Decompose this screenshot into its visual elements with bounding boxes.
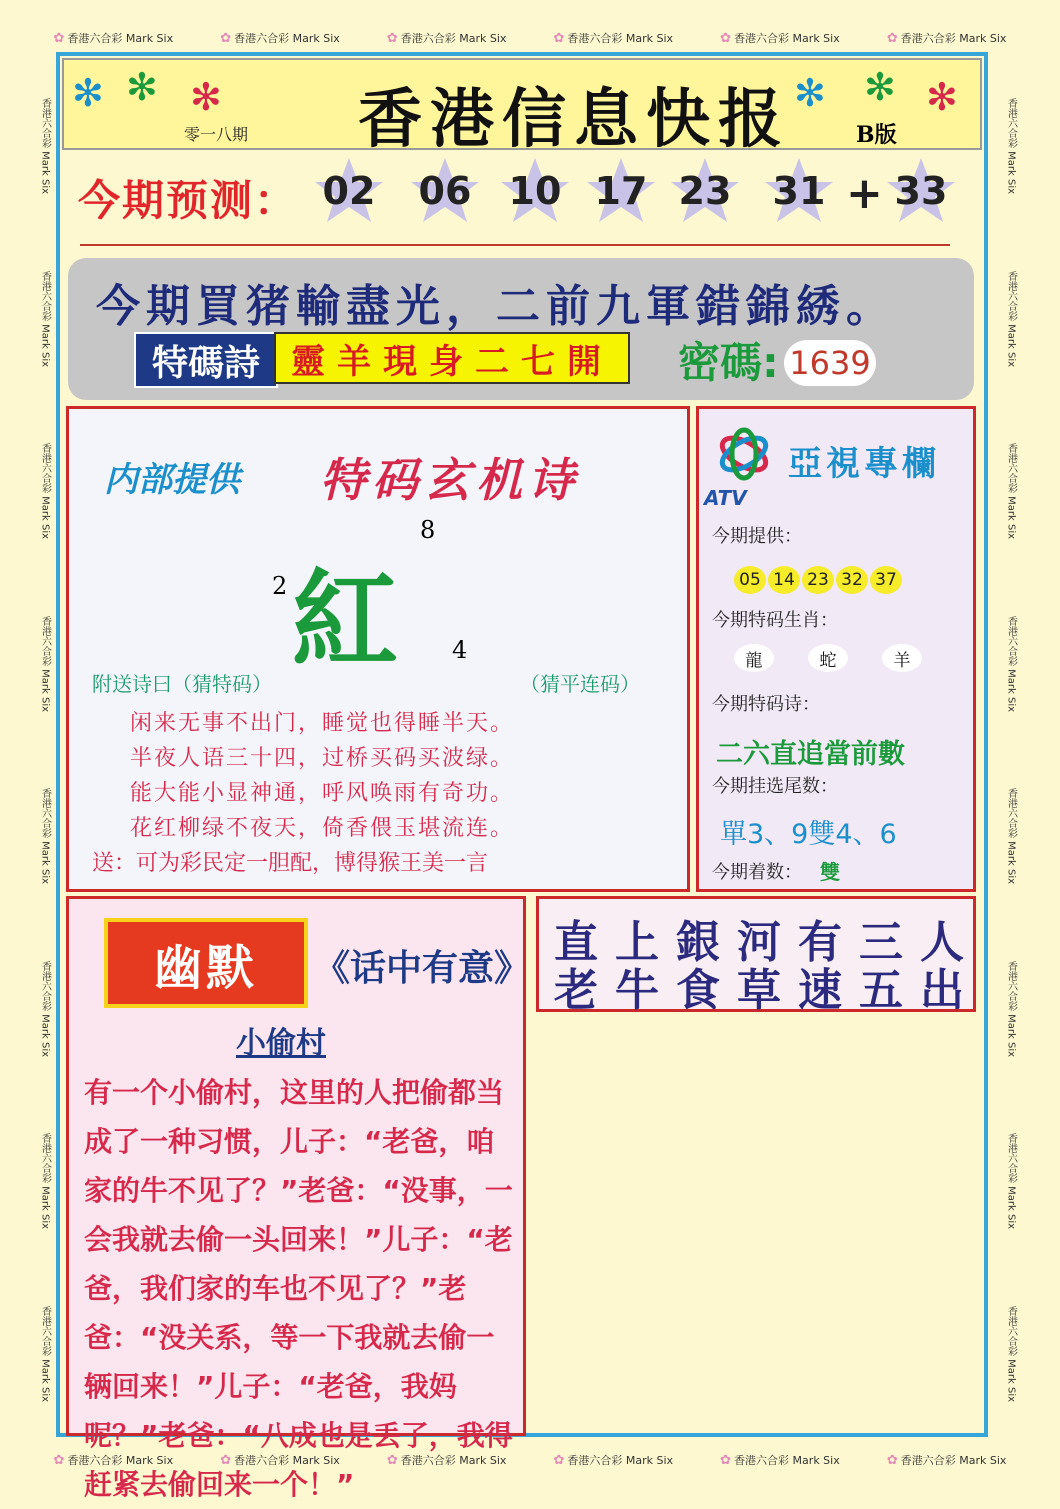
puzzle-char: 草 (737, 965, 781, 1016)
zodiac-badge: 蛇 (808, 644, 848, 672)
border-label: 香港六合彩 Mark Six (39, 788, 51, 885)
humor-badge: 幽默 (104, 918, 308, 1008)
fusong-hint: （猜平连码） (520, 672, 640, 696)
poem-line: 能大能小显神通，呼风唤雨有奇功。 (130, 781, 515, 806)
border-label: 香港六合彩 Mark Six (1005, 788, 1017, 885)
border-label: ✿ 香港六合彩 Mark Six (553, 31, 674, 46)
prediction-number (886, 156, 956, 226)
puzzle-char: 銀 (676, 917, 720, 968)
border-label: ✿ 香港六合彩 Mark Six (720, 1453, 840, 1468)
puzzle-char: 出 (920, 965, 964, 1016)
slogan: 今期買猪輸盡光，二前九軍錯錦綉。 (96, 281, 896, 332)
password-label: 密碼: (678, 338, 779, 387)
border-label: 香港六合彩 Mark Six (39, 1305, 51, 1402)
border-label: 香港六合彩 Mark Six (39, 960, 51, 1057)
puzzle-char: 上 (615, 917, 659, 968)
prediction-number-text: 31 (772, 169, 826, 213)
prediction-number (670, 156, 740, 226)
border-label: ✿ 香港六合彩 Mark Six (220, 1453, 340, 1468)
prediction-number-text: 33 (894, 169, 948, 213)
zodiac-badge: 羊 (882, 644, 922, 672)
border-label: ✿ 香港六合彩 Mark Six (553, 1453, 674, 1468)
internal-tag: 内部提供 (104, 460, 240, 500)
atv-zodiac-label: 今期特码生肖： (712, 610, 838, 631)
border-label: ✿ 香港六合彩 Mark Six (220, 31, 340, 46)
riddle-number-top: 8 (420, 516, 436, 544)
border-label: 香港六合彩 Mark Six (39, 443, 51, 540)
number-ball: 23 (802, 566, 834, 594)
prediction-number-text: 10 (508, 169, 562, 213)
border-label: 香港六合彩 Mark Six (1005, 1133, 1017, 1230)
snowflake-icon: ✻ (926, 75, 958, 119)
atv-logo-icon (712, 424, 776, 484)
number-ball: 37 (870, 566, 902, 594)
prediction-number-text: 06 (418, 169, 472, 213)
border-label: 香港六合彩 Mark Six (1005, 960, 1017, 1057)
border-label: 香港六合彩 Mark Six (39, 1133, 51, 1230)
puzzle-row (554, 954, 964, 1018)
border-right (1000, 60, 1022, 1440)
snowflake-icon: ✻ (794, 71, 826, 115)
border-label: 香港六合彩 Mark Six (1005, 270, 1017, 367)
puzzle-char: 三 (859, 917, 903, 968)
number-ball: 14 (768, 566, 800, 594)
puzzle-char: 老 (554, 965, 598, 1016)
poem-line: 半夜人语三十四，过桥买码买波绿。 (130, 746, 515, 771)
header (62, 58, 982, 157)
issue-number: 零一八期 (184, 125, 249, 144)
puzzle-char: 直 (554, 917, 598, 968)
atv-tail: 單3、9雙4、6 (720, 819, 897, 850)
atv-logo-text: ATV (704, 486, 747, 510)
atv-shu-value: 雙 (820, 860, 840, 884)
border-label: 香港六合彩 Mark Six (1005, 98, 1017, 195)
poem-panel-title: 特码玄机诗 (320, 453, 580, 507)
border-left (34, 60, 56, 1440)
prediction-number (314, 156, 384, 226)
prediction-number-text: 17 (594, 169, 648, 213)
border-top (30, 24, 1030, 52)
prediction-number (586, 156, 656, 226)
divider (80, 244, 950, 246)
page-title: 香港信息快报 (358, 82, 790, 157)
atv-tail-label: 今期挂选尾数： (712, 776, 838, 797)
riddle-number-left: 2 (272, 572, 288, 600)
border-label: ✿ 香港六合彩 Mark Six (53, 1453, 174, 1468)
prediction-label: 今期预测： (78, 176, 299, 225)
border-label: 香港六合彩 Mark Six (1005, 1305, 1017, 1402)
poem-line: 闲来无事不出门，睡觉也得睡半天。 (130, 711, 515, 736)
puzzle-char: 五 (859, 965, 903, 1016)
border-label: ✿ 香港六合彩 Mark Six (720, 31, 840, 46)
humor-subtitle: 《话中有意》 (314, 948, 531, 989)
puzzle-char: 速 (798, 965, 842, 1016)
number-ball: 32 (836, 566, 868, 594)
tema-poem-label: 特碼詩 (134, 332, 278, 388)
puzzle-char: 有 (798, 917, 842, 968)
fusong-label: 附送诗曰（猜特码） (92, 672, 272, 696)
puzzle-char: 牛 (615, 965, 659, 1016)
atv-title: 亞視專欄 (788, 444, 940, 484)
snowflake-icon: ✻ (72, 71, 104, 115)
number-ball: 05 (734, 566, 766, 594)
prediction-number-text: 02 (322, 169, 376, 213)
prediction-plus: + (846, 168, 883, 219)
border-label: 香港六合彩 Mark Six (39, 270, 51, 367)
atv-poem: 二六直追當前數 (716, 739, 905, 770)
zodiac-badge: 龍 (734, 644, 774, 672)
story-title: 小偷村 (236, 1026, 326, 1061)
puzzle-char: 人 (920, 917, 964, 968)
tema-poem-text: 靈羊現身二七開 (274, 332, 630, 384)
atv-provide-label: 今期提供： (712, 526, 802, 547)
puzzle-char: 河 (737, 917, 781, 968)
atv-poem-label: 今期特码诗： (712, 694, 820, 715)
password-value: 1639 (784, 340, 876, 386)
prediction-number-text: 23 (678, 169, 732, 213)
border-label: ✿ 香港六合彩 Mark Six (886, 31, 1007, 46)
atv-shu-label: 今期着数： (712, 862, 802, 883)
border-label: 香港六合彩 Mark Six (39, 98, 51, 195)
snowflake-icon: ✻ (126, 65, 158, 109)
border-label: ✿ 香港六合彩 Mark Six (386, 31, 507, 46)
border-label: 香港六合彩 Mark Six (1005, 615, 1017, 712)
riddle-number-bottom: 4 (452, 636, 468, 664)
prediction-number (500, 156, 570, 226)
story-text: 有一个小偷村，这里的人把偷都当成了一种习惯，儿子：“老爸，咱家的牛不见了？”老爸：“没事，一会我就去偷一头回来！”儿子：“老爸，我们家的车也不见了？”老爸：“没关系，等一下我就去偷一辆回来！”儿子：“老爸，我妈呢？”老爸：“八成也是丢了，我得赶紧去偷回来一个！” (84, 1076, 513, 1501)
border-label: 香港六合彩 Mark Six (39, 615, 51, 712)
border-label: ✿ 香港六合彩 Mark Six (53, 31, 174, 46)
puzzle-char: 食 (676, 965, 720, 1016)
border-label: 香港六合彩 Mark Six (1005, 443, 1017, 540)
snowflake-icon: ✻ (190, 75, 222, 119)
edition-label: B版 (856, 122, 897, 148)
send-line: 送：可为彩民定一胆配，博得猴王美一言 (92, 851, 489, 876)
border-label: ✿ 香港六合彩 Mark Six (386, 1453, 507, 1468)
riddle-character: 紅 (292, 557, 398, 682)
prediction-number (410, 156, 480, 226)
poem-line: 花红柳绿不夜天，倚香偎玉堪流连。 (130, 816, 515, 841)
snowflake-icon: ✻ (864, 65, 896, 109)
border-label: ✿ 香港六合彩 Mark Six (886, 1453, 1007, 1468)
prediction-number (764, 156, 834, 226)
